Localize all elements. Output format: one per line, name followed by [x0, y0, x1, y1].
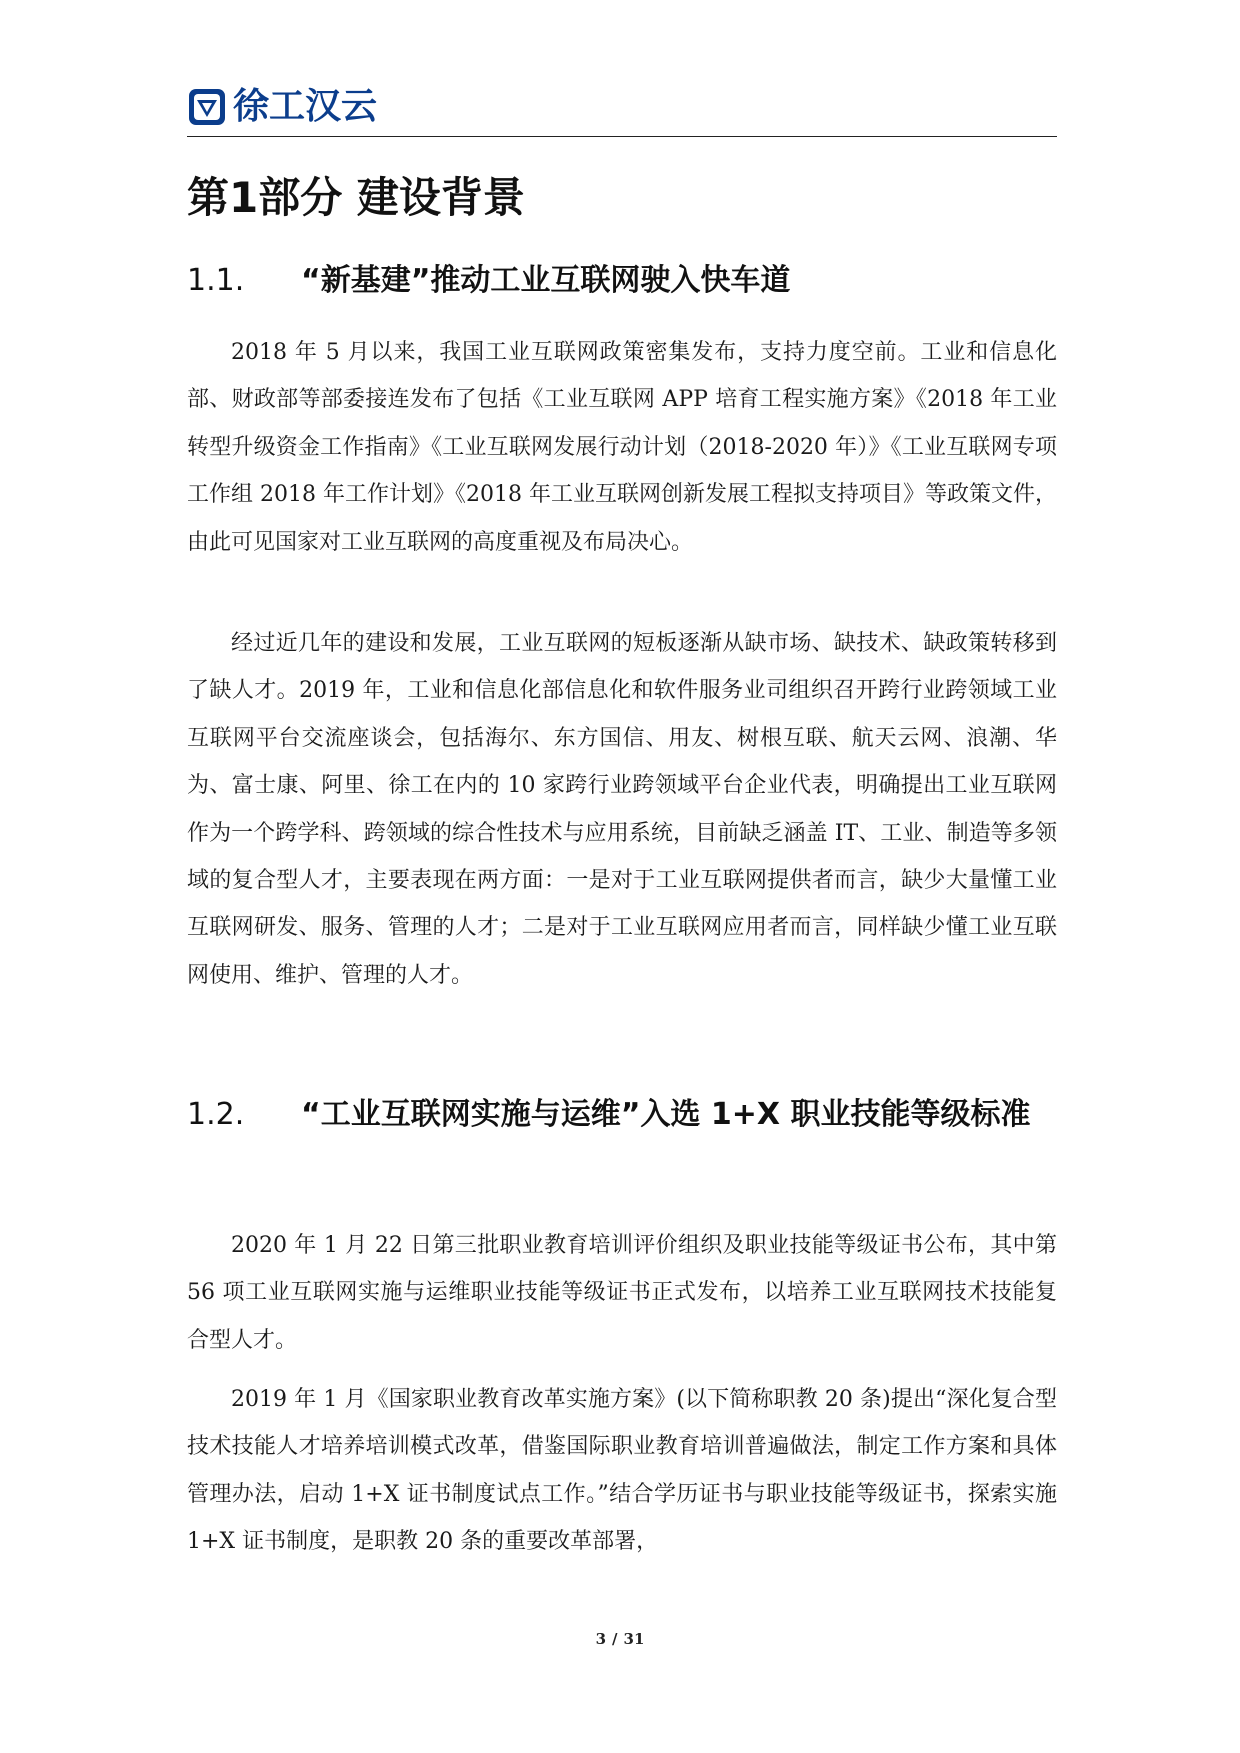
section-heading-1-1 — [187, 248, 1057, 314]
total-pages: 31 — [623, 1630, 645, 1648]
page-header — [187, 84, 1057, 137]
section-heading-1-2 — [187, 1082, 1057, 1148]
company-logo — [187, 86, 377, 128]
paragraph: 2019 年 1 月《国家职业教育改革实施方案》(以下简称职教 20 条)提出“深化复合型技术技能人才培养培训模式改革，借鉴国际职业教育培训普遍做法，制定工作方案和具体管理办法，启动 1+X 证书制度试点工作。”结合学历证书与职业技能等级证书，探索实施 1+X 证书制度，是职教 20 条的重要改革部署， — [187, 1387, 1057, 1555]
paragraph: 经过近几年的建设和发展，工业互联网的短板逐渐从缺市场、缺技术、缺政策转移到了缺人才。2019 年，工业和信息化部信息化和软件服务业司组织召开跨行业跨领域工业互联网平台交流座谈会，包括海尔、东方国信、用友、树根互联、航天云网、浪潮、华为、富士康、阿里、徐工在内的 10 家跨行业跨领域平台企业代表，明确提出工业互联网作为一个跨学科、跨领域的综合性技术与应用系统，目前缺乏涵盖 IT、工业、制造等多领域的复合型人才，主要表现在两方面：一是对于工业互联网提供者而言，缺少大量懂工业互联网研发、服务、管理的人才；二是对于工业互联网应用者而言，同样缺少懂工业互联网使用、维护、管理的人才。 — [187, 631, 1057, 988]
xcmg-logo-icon — [187, 87, 227, 127]
section-title-text: “新基建”推动工业互联网驶入快车道 — [301, 263, 791, 298]
page-footer — [0, 1630, 1240, 1648]
section-number: 1.2. — [187, 1097, 245, 1132]
current-page-number: 3 — [595, 1630, 607, 1648]
part-title: 第1部分 建设背景 — [187, 173, 525, 222]
paragraph: 2018 年 5 月以来，我国工业互联网政策密集发布，支持力度空前。工业和信息化部、财政部等部委接连发布了包括《工业互联网 APP 培育工程实施方案》《2018 年工业转型升级资金工作指南》《工业互联网发展行动计划（2018-2020 年）》《工业互联网专项工作组 2018 年工作计划》《2018 年工业互联网创新发展工程拟支持项目》等政策文件，由此可见国家对工业互联网的高度重视及布局决心。 — [187, 340, 1057, 555]
paragraph: 2020 年 1 月 22 日第三批职业教育培训评价组织及职业技能等级证书公布，其中第 56 项工业互联网实施与运维职业技能等级证书正式发布，以培养工业互联网技术技能复合型人才。 — [187, 1233, 1057, 1353]
section-number: 1.1. — [187, 263, 245, 298]
logo-text: 徐工汉云 — [233, 86, 378, 127]
page-separator: / — [612, 1630, 618, 1648]
section-title-text: “工业互联网实施与运维”入选 1+X 职业技能等级标准 — [301, 1097, 1031, 1132]
